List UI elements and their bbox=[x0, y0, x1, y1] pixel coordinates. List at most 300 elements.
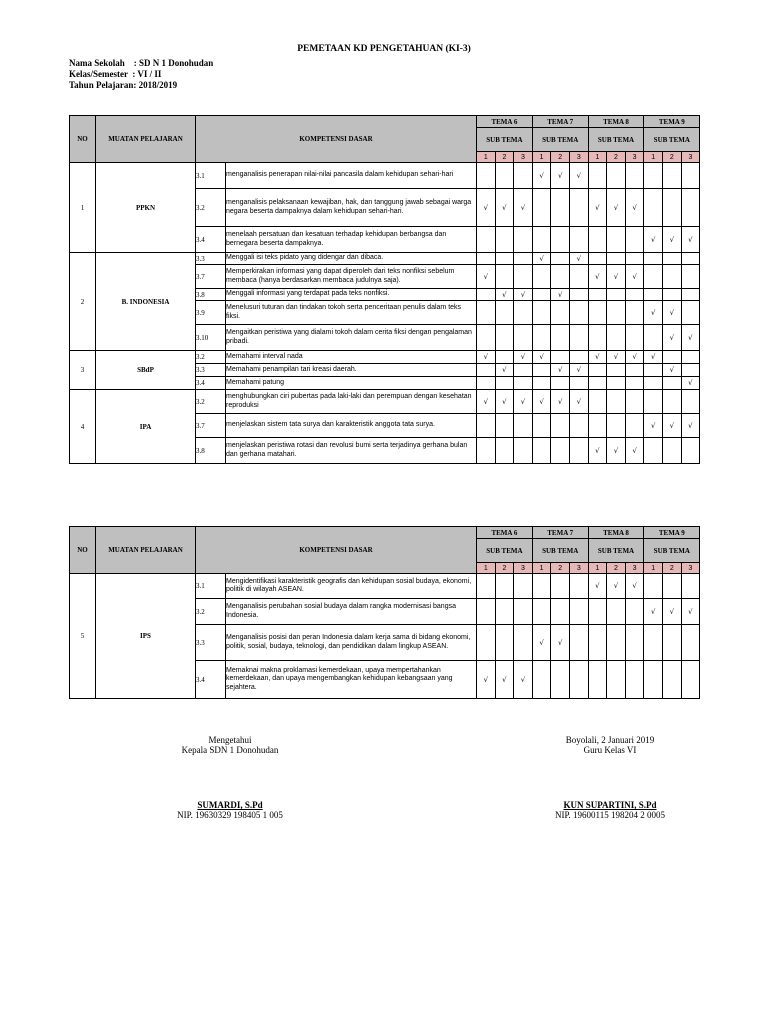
check-mark: √ bbox=[681, 599, 700, 625]
empty-cell bbox=[514, 325, 533, 351]
sub-tema-number: 3 bbox=[514, 563, 533, 574]
sub-tema-number: 3 bbox=[625, 563, 644, 574]
empty-cell bbox=[663, 265, 682, 289]
check-mark: √ bbox=[663, 301, 682, 325]
check-mark: √ bbox=[625, 438, 644, 464]
table-row bbox=[70, 574, 700, 599]
empty-cell bbox=[514, 163, 533, 189]
check-mark: √ bbox=[551, 289, 570, 301]
empty-cell bbox=[532, 364, 551, 377]
kd-description: Memperkirakan informasi yang dapat diperoleh dari teks nonfiksi sebelum membaca (hanya berdasarkan membaca judulnya saja). bbox=[226, 265, 477, 289]
empty-cell bbox=[532, 377, 551, 390]
check-mark: √ bbox=[663, 364, 682, 377]
empty-cell bbox=[477, 414, 496, 438]
subject-name: B. INDONESIA bbox=[96, 253, 196, 351]
header-no: NO bbox=[70, 527, 96, 574]
empty-cell bbox=[532, 661, 551, 699]
header-tema: TEMA 8 bbox=[588, 116, 644, 128]
check-mark: √ bbox=[551, 364, 570, 377]
subject-name: SBdP bbox=[96, 351, 196, 390]
check-mark: √ bbox=[514, 289, 533, 301]
empty-cell bbox=[607, 599, 626, 625]
row-number: 3 bbox=[70, 351, 96, 390]
empty-cell bbox=[681, 390, 700, 414]
empty-cell bbox=[663, 163, 682, 189]
sub-tema-number: 2 bbox=[607, 563, 626, 574]
empty-cell bbox=[681, 289, 700, 301]
empty-cell bbox=[514, 265, 533, 289]
empty-cell bbox=[644, 253, 663, 265]
check-mark: √ bbox=[644, 301, 663, 325]
header-tema: TEMA 7 bbox=[532, 527, 588, 539]
header-tema: TEMA 7 bbox=[532, 116, 588, 128]
empty-cell bbox=[644, 289, 663, 301]
empty-cell bbox=[477, 625, 496, 661]
sub-tema-number: 2 bbox=[495, 563, 514, 574]
teacher-name: KUN SUPARTINI, S.Pd bbox=[563, 800, 657, 810]
check-mark: √ bbox=[532, 163, 551, 189]
subject-name: IPA bbox=[96, 390, 196, 464]
row-number: 4 bbox=[70, 390, 96, 464]
sub-tema-number: 2 bbox=[663, 563, 682, 574]
check-mark: √ bbox=[551, 625, 570, 661]
kd-code: 3.3 bbox=[196, 253, 226, 265]
check-mark: √ bbox=[644, 351, 663, 364]
empty-cell bbox=[495, 163, 514, 189]
empty-cell bbox=[495, 377, 514, 390]
kd-code: 3.4 bbox=[196, 377, 226, 390]
check-mark: √ bbox=[607, 438, 626, 464]
row-number: 5 bbox=[70, 574, 96, 699]
sub-tema-number: 2 bbox=[663, 152, 682, 163]
check-mark: √ bbox=[681, 414, 700, 438]
empty-cell bbox=[625, 301, 644, 325]
empty-cell bbox=[681, 574, 700, 599]
empty-cell bbox=[570, 414, 589, 438]
kd-code: 3.2 bbox=[196, 189, 226, 227]
check-mark: √ bbox=[588, 189, 607, 227]
table-row bbox=[70, 351, 700, 364]
empty-cell bbox=[607, 377, 626, 390]
empty-cell bbox=[532, 438, 551, 464]
check-mark: √ bbox=[663, 227, 682, 253]
table-row bbox=[70, 253, 700, 265]
header-muatan: MUATAN PELAJARAN bbox=[96, 527, 196, 574]
principal-name: SUMARDI, S.Pd bbox=[197, 800, 263, 810]
check-mark: √ bbox=[514, 661, 533, 699]
empty-cell bbox=[681, 351, 700, 364]
kd-description: menghubungkan ciri pubertas pada laki-laki dan perempuan dengan kesehatan reproduksi bbox=[226, 390, 477, 414]
signature-left bbox=[140, 735, 320, 820]
sub-tema-number: 2 bbox=[607, 152, 626, 163]
empty-cell bbox=[607, 364, 626, 377]
check-mark: √ bbox=[644, 414, 663, 438]
empty-cell bbox=[551, 227, 570, 253]
sub-tema-number: 3 bbox=[514, 152, 533, 163]
empty-cell bbox=[570, 661, 589, 699]
empty-cell bbox=[607, 163, 626, 189]
check-mark: √ bbox=[681, 325, 700, 351]
empty-cell bbox=[644, 438, 663, 464]
empty-cell bbox=[625, 289, 644, 301]
check-mark: √ bbox=[607, 574, 626, 599]
kd-description: Menggali informasi yang terdapat pada teks nonfiksi. bbox=[226, 289, 477, 301]
principal-nip: NIP. 19630329 198405 1 005 bbox=[177, 810, 283, 820]
empty-cell bbox=[532, 265, 551, 289]
empty-cell bbox=[644, 377, 663, 390]
kd-code: 3.2 bbox=[196, 390, 226, 414]
empty-cell bbox=[514, 625, 533, 661]
check-mark: √ bbox=[625, 351, 644, 364]
sub-tema-number: 3 bbox=[570, 152, 589, 163]
check-mark: √ bbox=[607, 351, 626, 364]
check-mark: √ bbox=[588, 574, 607, 599]
kd-description: menjelaskan peristiwa rotasi dan revolusi bumi serta terjadinya gerhana bulan dan gerhana matahari. bbox=[226, 438, 477, 464]
check-mark: √ bbox=[477, 265, 496, 289]
kd-description: Memahami penampilan tari kreasi daerah. bbox=[226, 364, 477, 377]
kd-description: menelaah persatuan dan kesatuan terhadap kehidupan berbangsa dan bernegara beserta dampaknya. bbox=[226, 227, 477, 253]
empty-cell bbox=[681, 163, 700, 189]
kd-description: menjelaskan sistem tata surya dan karakteristik anggota tata surya. bbox=[226, 414, 477, 438]
check-mark: √ bbox=[477, 661, 496, 699]
check-mark: √ bbox=[495, 661, 514, 699]
school-name-line: Nama Sekolah : SD N 1 Donohudan bbox=[69, 58, 214, 68]
check-mark: √ bbox=[570, 163, 589, 189]
empty-cell bbox=[477, 438, 496, 464]
empty-cell bbox=[588, 377, 607, 390]
check-mark: √ bbox=[588, 265, 607, 289]
empty-cell bbox=[551, 377, 570, 390]
empty-cell bbox=[644, 390, 663, 414]
header-sub-tema: SUB TEMA bbox=[532, 539, 588, 563]
empty-cell bbox=[681, 661, 700, 699]
empty-cell bbox=[607, 661, 626, 699]
empty-cell bbox=[644, 661, 663, 699]
check-mark: √ bbox=[588, 351, 607, 364]
empty-cell bbox=[607, 301, 626, 325]
empty-cell bbox=[551, 574, 570, 599]
empty-cell bbox=[607, 390, 626, 414]
empty-cell bbox=[477, 599, 496, 625]
kd-mapping-table-2 bbox=[69, 526, 700, 699]
empty-cell bbox=[588, 625, 607, 661]
check-mark: √ bbox=[532, 253, 551, 265]
check-mark: √ bbox=[514, 189, 533, 227]
kd-code: 3.8 bbox=[196, 438, 226, 464]
check-mark: √ bbox=[495, 289, 514, 301]
empty-cell bbox=[625, 163, 644, 189]
sub-tema-number: 1 bbox=[644, 152, 663, 163]
signature-left-line2: Kepala SDN 1 Donohudan bbox=[181, 745, 279, 755]
empty-cell bbox=[514, 599, 533, 625]
empty-cell bbox=[570, 625, 589, 661]
empty-cell bbox=[532, 189, 551, 227]
header-row bbox=[70, 116, 700, 128]
check-mark: √ bbox=[477, 189, 496, 227]
header-sub-tema: SUB TEMA bbox=[588, 539, 644, 563]
empty-cell bbox=[681, 301, 700, 325]
check-mark: √ bbox=[495, 189, 514, 227]
empty-cell bbox=[495, 414, 514, 438]
empty-cell bbox=[551, 438, 570, 464]
empty-cell bbox=[514, 438, 533, 464]
kd-description: Memaknai makna proklamasi kemerdekaan, upaya mempertahankan kemerdekaan, dan upaya mengembangkan kehidupan kebangsaan yang sejahtera. bbox=[226, 661, 477, 699]
check-mark: √ bbox=[532, 625, 551, 661]
school-info bbox=[69, 58, 213, 91]
check-mark: √ bbox=[607, 189, 626, 227]
empty-cell bbox=[495, 438, 514, 464]
check-mark: √ bbox=[625, 265, 644, 289]
header-kompetensi-dasar: KOMPETENSI DASAR bbox=[196, 116, 477, 163]
empty-cell bbox=[477, 325, 496, 351]
teacher-nip: NIP. 19600115 198204 2 0005 bbox=[555, 810, 665, 820]
empty-cell bbox=[514, 227, 533, 253]
empty-cell bbox=[663, 438, 682, 464]
sub-tema-number: 2 bbox=[495, 152, 514, 163]
empty-cell bbox=[625, 377, 644, 390]
empty-cell bbox=[644, 189, 663, 227]
empty-cell bbox=[514, 364, 533, 377]
header-sub-tema: SUB TEMA bbox=[588, 128, 644, 152]
check-mark: √ bbox=[681, 227, 700, 253]
check-mark: √ bbox=[495, 364, 514, 377]
header-row bbox=[70, 527, 700, 539]
empty-cell bbox=[570, 377, 589, 390]
empty-cell bbox=[495, 325, 514, 351]
empty-cell bbox=[607, 253, 626, 265]
check-mark: √ bbox=[532, 351, 551, 364]
empty-cell bbox=[532, 301, 551, 325]
sub-tema-number: 1 bbox=[477, 563, 496, 574]
check-mark: √ bbox=[477, 351, 496, 364]
sub-tema-number: 1 bbox=[588, 152, 607, 163]
empty-cell bbox=[514, 301, 533, 325]
empty-cell bbox=[625, 625, 644, 661]
empty-cell bbox=[663, 625, 682, 661]
empty-cell bbox=[477, 574, 496, 599]
signature-left-line1: Mengetahui bbox=[208, 735, 252, 745]
empty-cell bbox=[532, 325, 551, 351]
kd-mapping-table-1 bbox=[69, 115, 700, 464]
empty-cell bbox=[663, 189, 682, 227]
kd-description: Memahami interval nada bbox=[226, 351, 477, 364]
empty-cell bbox=[495, 574, 514, 599]
kd-code: 3.1 bbox=[196, 163, 226, 189]
empty-cell bbox=[607, 625, 626, 661]
check-mark: √ bbox=[477, 390, 496, 414]
subject-name: PPKN bbox=[96, 163, 196, 253]
check-mark: √ bbox=[551, 390, 570, 414]
empty-cell bbox=[681, 253, 700, 265]
empty-cell bbox=[551, 414, 570, 438]
empty-cell bbox=[588, 390, 607, 414]
empty-cell bbox=[681, 625, 700, 661]
header-sub-tema: SUB TEMA bbox=[644, 539, 700, 563]
empty-cell bbox=[588, 599, 607, 625]
kd-description: Memahami patung bbox=[226, 377, 477, 390]
check-mark: √ bbox=[514, 351, 533, 364]
subject-name: IPS bbox=[96, 574, 196, 699]
kd-code: 3.3 bbox=[196, 625, 226, 661]
kd-description: Menganalisis perubahan sosial budaya dalam rangka modernisasi bangsa Indonesia. bbox=[226, 599, 477, 625]
empty-cell bbox=[477, 301, 496, 325]
empty-cell bbox=[588, 227, 607, 253]
empty-cell bbox=[570, 265, 589, 289]
sub-tema-number: 1 bbox=[532, 563, 551, 574]
sub-tema-number: 2 bbox=[551, 563, 570, 574]
empty-cell bbox=[663, 289, 682, 301]
empty-cell bbox=[625, 364, 644, 377]
row-number: 1 bbox=[70, 163, 96, 253]
empty-cell bbox=[551, 301, 570, 325]
empty-cell bbox=[607, 227, 626, 253]
empty-cell bbox=[663, 253, 682, 265]
header-tema: TEMA 9 bbox=[644, 116, 700, 128]
sub-tema-number: 3 bbox=[625, 152, 644, 163]
check-mark: √ bbox=[625, 574, 644, 599]
header-sub-tema: SUB TEMA bbox=[477, 539, 533, 563]
check-mark: √ bbox=[681, 377, 700, 390]
header-tema: TEMA 6 bbox=[477, 116, 533, 128]
empty-cell bbox=[495, 351, 514, 364]
signature-right-line1: Boyolali, 2 Januari 2019 bbox=[565, 735, 655, 745]
kd-code: 3.2 bbox=[196, 599, 226, 625]
kd-code: 3.3 bbox=[196, 364, 226, 377]
check-mark: √ bbox=[588, 438, 607, 464]
header-tema: TEMA 9 bbox=[644, 527, 700, 539]
empty-cell bbox=[644, 265, 663, 289]
empty-cell bbox=[644, 364, 663, 377]
empty-cell bbox=[551, 253, 570, 265]
empty-cell bbox=[607, 325, 626, 351]
check-mark: √ bbox=[495, 390, 514, 414]
empty-cell bbox=[625, 227, 644, 253]
signature-right-line2: Guru Kelas VI bbox=[583, 745, 637, 755]
empty-cell bbox=[514, 253, 533, 265]
empty-cell bbox=[644, 625, 663, 661]
check-mark: √ bbox=[607, 265, 626, 289]
empty-cell bbox=[477, 364, 496, 377]
empty-cell bbox=[495, 599, 514, 625]
check-mark: √ bbox=[551, 163, 570, 189]
kd-code: 3.1 bbox=[196, 574, 226, 599]
sub-tema-number: 2 bbox=[551, 152, 570, 163]
header-tema: TEMA 6 bbox=[477, 527, 533, 539]
empty-cell bbox=[644, 574, 663, 599]
empty-cell bbox=[588, 163, 607, 189]
header-tema: TEMA 8 bbox=[588, 527, 644, 539]
header-muatan: MUATAN PELAJARAN bbox=[96, 116, 196, 163]
check-mark: √ bbox=[663, 599, 682, 625]
empty-cell bbox=[532, 599, 551, 625]
empty-cell bbox=[495, 265, 514, 289]
empty-cell bbox=[495, 227, 514, 253]
empty-cell bbox=[514, 377, 533, 390]
header-sub-tema: SUB TEMA bbox=[477, 128, 533, 152]
empty-cell bbox=[477, 289, 496, 301]
empty-cell bbox=[551, 265, 570, 289]
empty-cell bbox=[477, 253, 496, 265]
empty-cell bbox=[588, 661, 607, 699]
check-mark: √ bbox=[663, 325, 682, 351]
empty-cell bbox=[495, 253, 514, 265]
empty-cell bbox=[570, 438, 589, 464]
empty-cell bbox=[570, 301, 589, 325]
check-mark: √ bbox=[570, 253, 589, 265]
sub-tema-number: 3 bbox=[570, 563, 589, 574]
empty-cell bbox=[588, 414, 607, 438]
empty-cell bbox=[570, 599, 589, 625]
empty-cell bbox=[663, 351, 682, 364]
empty-cell bbox=[625, 325, 644, 351]
kd-code: 3.10 bbox=[196, 325, 226, 351]
empty-cell bbox=[663, 390, 682, 414]
empty-cell bbox=[532, 227, 551, 253]
empty-cell bbox=[663, 377, 682, 390]
empty-cell bbox=[532, 574, 551, 599]
empty-cell bbox=[514, 574, 533, 599]
kd-description: menganalisis penerapan nilai-nilai pancasila dalam kehidupan sehari-hari bbox=[226, 163, 477, 189]
empty-cell bbox=[532, 414, 551, 438]
check-mark: √ bbox=[663, 414, 682, 438]
empty-cell bbox=[588, 325, 607, 351]
table-row bbox=[70, 163, 700, 189]
signature-right bbox=[515, 735, 705, 820]
kd-code: 3.2 bbox=[196, 351, 226, 364]
kd-code: 3.9 bbox=[196, 301, 226, 325]
kd-description: menganalisis pelaksanaan kewajiban, hak, dan tanggung jawab sebagai warga negara beserta dampaknya dalam kehidupan sehari-hari. bbox=[226, 189, 477, 227]
empty-cell bbox=[551, 661, 570, 699]
empty-cell bbox=[477, 227, 496, 253]
empty-cell bbox=[607, 289, 626, 301]
kd-code: 3.7 bbox=[196, 414, 226, 438]
check-mark: √ bbox=[570, 364, 589, 377]
sub-tema-number: 1 bbox=[532, 152, 551, 163]
header-kompetensi-dasar: KOMPETENSI DASAR bbox=[196, 527, 477, 574]
empty-cell bbox=[625, 390, 644, 414]
check-mark: √ bbox=[532, 390, 551, 414]
kd-description: Mengaitkan peristiwa yang dialami tokoh dalam cerita fiksi dengan pengalaman pribadi. bbox=[226, 325, 477, 351]
empty-cell bbox=[625, 661, 644, 699]
empty-cell bbox=[514, 414, 533, 438]
check-mark: √ bbox=[514, 390, 533, 414]
empty-cell bbox=[663, 661, 682, 699]
kd-code: 3.4 bbox=[196, 227, 226, 253]
sub-tema-number: 3 bbox=[681, 152, 700, 163]
kd-description: Menggali isi teks pidato yang didengar dan dibaca. bbox=[226, 253, 477, 265]
empty-cell bbox=[532, 289, 551, 301]
check-mark: √ bbox=[625, 189, 644, 227]
empty-cell bbox=[588, 289, 607, 301]
empty-cell bbox=[495, 301, 514, 325]
table-row bbox=[70, 390, 700, 414]
header-sub-tema: SUB TEMA bbox=[532, 128, 588, 152]
empty-cell bbox=[681, 364, 700, 377]
sub-tema-number: 1 bbox=[644, 563, 663, 574]
check-mark: √ bbox=[570, 390, 589, 414]
kd-code: 3.4 bbox=[196, 661, 226, 699]
empty-cell bbox=[625, 599, 644, 625]
empty-cell bbox=[551, 351, 570, 364]
empty-cell bbox=[681, 189, 700, 227]
empty-cell bbox=[644, 325, 663, 351]
empty-cell bbox=[663, 574, 682, 599]
empty-cell bbox=[570, 574, 589, 599]
empty-cell bbox=[570, 227, 589, 253]
sub-tema-number: 3 bbox=[681, 563, 700, 574]
sub-tema-number: 1 bbox=[588, 563, 607, 574]
empty-cell bbox=[607, 414, 626, 438]
